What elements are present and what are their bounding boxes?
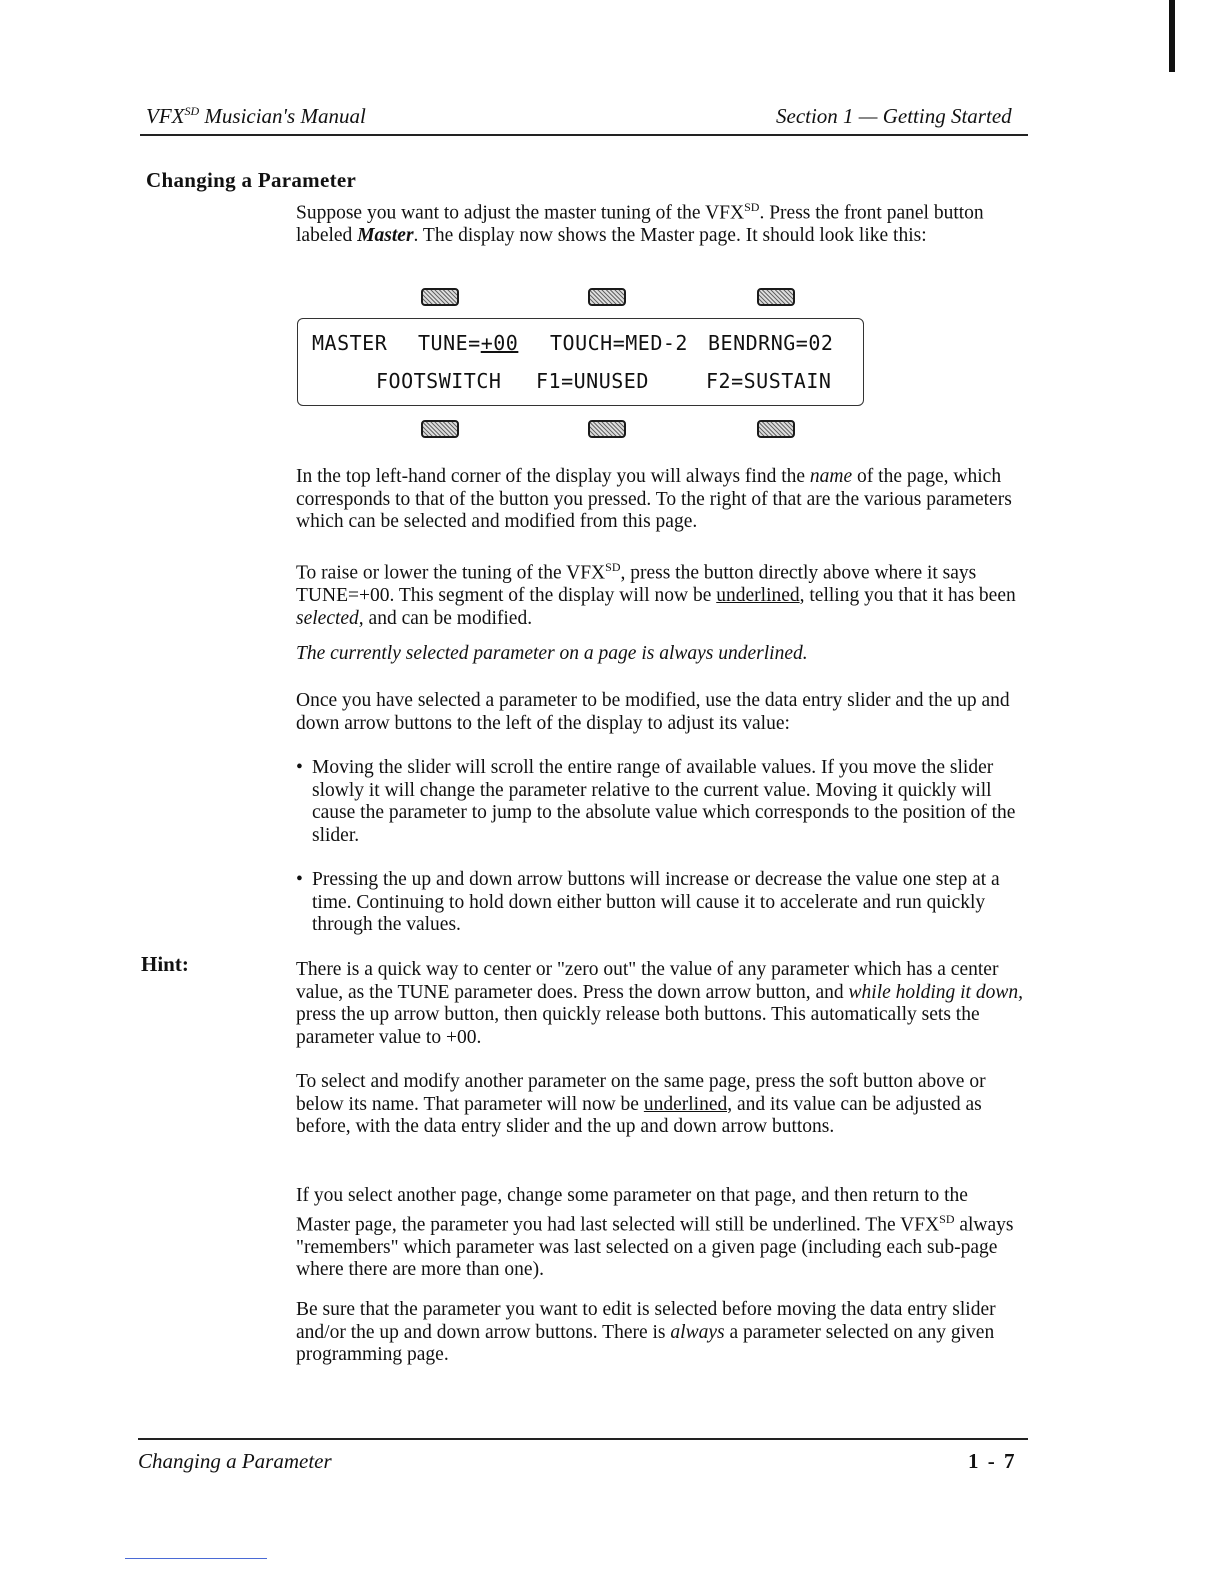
header-rule xyxy=(140,134,1028,136)
hint-paragraph: There is a quick way to center or "zero out" the value of any parameter which has a center value, as the TUNE parameter does. Press the down arrow button, and while holding it down, press the up arrow button, then quickly release both buttons. This automatically sets the parameter value to +00. xyxy=(296,959,1023,1048)
soft-button-bottom-1 xyxy=(421,420,459,438)
section-title: Section 1 — Getting Started xyxy=(776,104,1012,128)
footer-title: Changing a Parameter xyxy=(138,1449,332,1473)
soft-button-top-1 xyxy=(421,288,459,306)
bullet-icon: • xyxy=(296,757,303,778)
soft-button-top-3 xyxy=(757,288,795,306)
display-f1: F1=UNUSED xyxy=(536,369,649,393)
display-tune: TUNE=+00 xyxy=(418,331,519,355)
display-bendrng: BENDRNG=02 xyxy=(708,331,834,355)
bullet-icon: • xyxy=(296,869,303,890)
soft-button-bottom-2 xyxy=(588,420,626,438)
list-item: • Pressing the up and down arrow buttons will increase or decrease the value one step at a time. Continuing to hold down either button will cause it to accelerate and run quickly through the values. xyxy=(296,869,1000,935)
display-f2: F2=SUSTAIN xyxy=(706,369,832,393)
list-item: • Moving the slider will scroll the entire range of available values. If you move the slider slowly it will change the parameter relative to the current value. Moving it quickly will cause the parameter to jump to the absolute value which corresponds to the position of the slider. xyxy=(296,757,1016,846)
scan-edge-mark xyxy=(1169,0,1175,72)
remember-paragraph: If you select another page, change some parameter on that page, and then return to the Master page, the parameter you had last selected will still be underlined. The $VFX^{SD}$ always "remembers" which parameter was last selected on a given page (including each sub-page where there are more than one). xyxy=(296,1185,1014,1280)
soft-button-bottom-3 xyxy=(757,420,795,438)
name-paragraph: In the top left-hand corner of the display you will always find the name of the page, which corresponds to that of the button you pressed. To the right of that are the various parameters which can be selected and modified from this page. xyxy=(296,466,1012,532)
hint-label: Hint: xyxy=(141,952,189,976)
display-page-name: MASTER xyxy=(312,331,388,355)
soft-button-top-2 xyxy=(588,288,626,306)
footer-rule xyxy=(138,1438,1028,1440)
raise-paragraph: To raise or lower the tuning of the $VFX^{SD}$, press the button directly above where it says TUNE=+00. This segment of the display will now be underlined, telling you that it has been selected, and can be modified. xyxy=(296,560,1016,629)
display-touch: TOUCH=MED-2 xyxy=(550,331,688,355)
display-footswitch: FOOTSWITCH xyxy=(376,369,502,393)
master-page-display xyxy=(297,318,864,406)
selected-note: The currently selected parameter on a page is always underlined. xyxy=(296,643,808,664)
select-paragraph: To select and modify another parameter on the same page, press the soft button above or below its name. That parameter will now be underlined, and its value can be adjusted as before, with the data entry slider and the up and down arrow buttons. xyxy=(296,1071,986,1137)
manual-title: $VFX^{SD}$ Musician's Manual xyxy=(146,104,366,128)
scan-artifact-line xyxy=(125,1558,267,1559)
section-heading: Changing a Parameter xyxy=(146,168,357,192)
be-sure-paragraph: Be sure that the parameter you want to edit is selected before moving the data entry slider and/or the up and down arrow buttons. There is always a parameter selected on any given programming page. xyxy=(296,1299,996,1365)
once-paragraph: Once you have selected a parameter to be modified, use the data entry slider and the up and down arrow buttons to the left of the display to adjust its value: xyxy=(296,690,1010,734)
page-number: 1 - 7 xyxy=(968,1449,1017,1473)
intro-paragraph: Suppose you want to adjust the master tuning of the $VFX^{SD}$. Press the front panel button labeled Master. The display now shows the Master page. It should look like this: xyxy=(296,200,984,246)
